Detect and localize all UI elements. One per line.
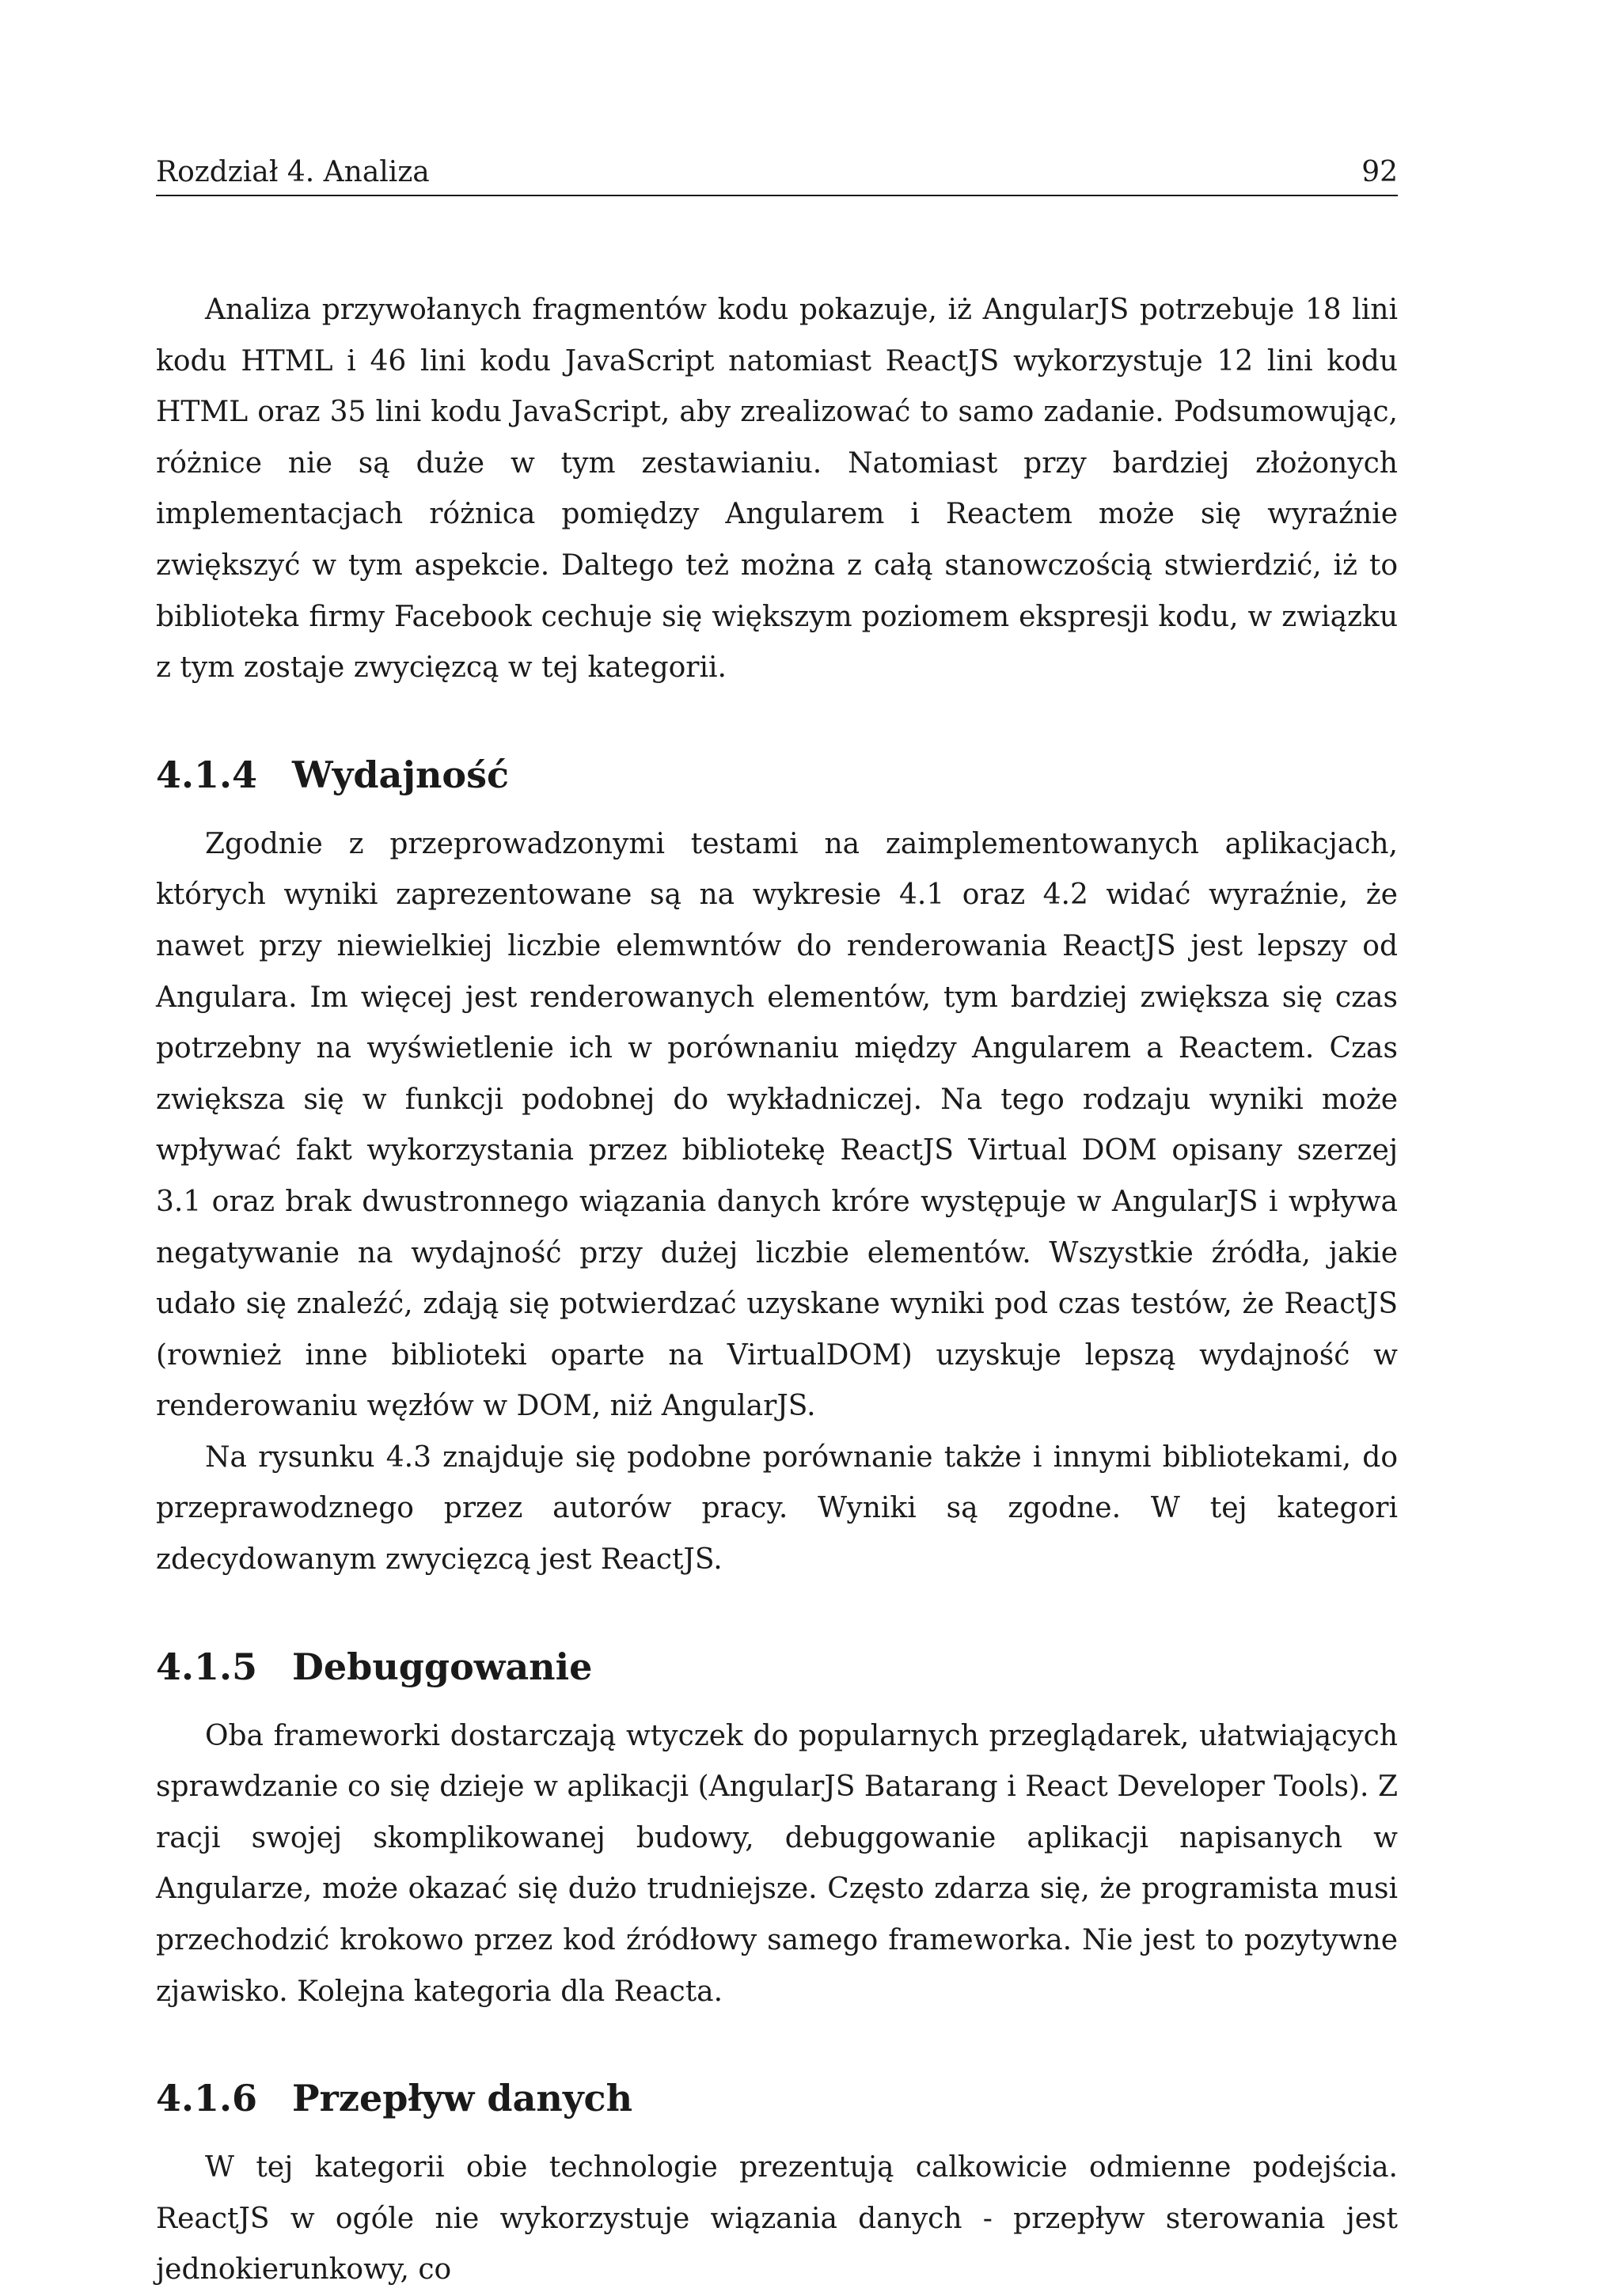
running-header xyxy=(156,152,1398,193)
section-title: Przepływ danych xyxy=(292,2077,633,2120)
section-title: Wydajność xyxy=(292,753,510,796)
intro-paragraph: Analiza przywołanych fragmentów kodu pokazuje, iż AngularJS potrzebuje 18 lini kodu HTML i 46 lini kodu JavaScript natomiast ReactJS wykorzystuje 12 lini kodu HTML oraz 35 lini kodu JavaScript, aby zrealizować to samo zadanie. Podsumowując, różnice nie są duże w tym zestawianiu. Natomiast przy bardziej złożonych implementacjach różnica pomiędzy Angularem i Reactem może się wyraźnie zwiększyć w tym aspekcie. Daltego też można z całą stanowczością stwierdzić, iż to biblioteka firmy Facebook cechuje się większym poziomem ekspresji kodu, w związku z tym zostaje zwycięzcą w tej kategorii. xyxy=(156,294,1398,685)
section-title: Debuggowanie xyxy=(292,1645,593,1688)
chapter-title: Rozdział 4. Analiza xyxy=(156,156,430,188)
page-number: 92 xyxy=(1361,156,1398,188)
section-heading-wydajnosc xyxy=(156,750,1398,800)
section-number: 4.1.6 xyxy=(156,2077,258,2120)
section-heading-przeplyw-danych xyxy=(156,2073,1398,2123)
paragraph: Na rysunku 4.3 znajduje się podobne porównanie także i innymi bibliotekami, do przeprawodznego przez autorów pracy. Wyniki są zgodne. W tej kategori zdecydowanym zwycięzcą jest ReactJS. xyxy=(156,1440,1398,1577)
header-rule xyxy=(156,195,1398,196)
paragraph: Oba frameworki dostarczają wtyczek do popularnych przeglądarek, ułatwiających sprawdzanie co się dzieje w aplikacji (AngularJS Batarang i React Developer Tools). Z racji swojej skomplikowanej budowy, debuggowanie aplikacji napisanych w Angularze, może okazać się dużo trudniejsze. Często zdarza się, że programista musi przechodzić krokowo przez kod źródłowy samego frameworka. Nie jest to pozytywne zjawisko. Kolejna kategoria dla Reacta. xyxy=(156,1719,1398,2008)
section-heading-debuggowanie xyxy=(156,1641,1398,1692)
paragraph: Zgodnie z przeprowadzonymi testami na zaimplementowanych aplikacjach, których wyniki zaprezentowane są na wykresie 4.1 oraz 4.2 widać wyraźnie, że nawet przy niewielkiej liczbie elemwntów do renderowania ReactJS jest lepszy od Angulara. Im więcej jest renderowanych elementów, tym bardziej zwiększa się czas potrzebny na wyświetlenie ich w porównaniu między Angularem a Reactem. Czas zwiększa się w funkcji podobnej do wykładniczej. Na tego rodzaju wyniki może wpływać fakt wykorzystania przez bibliotekę ReactJS Virtual DOM opisany szerzej 3.1 oraz brak dwustronnego wiązania danych króre występuje w AngularJS i wpływa negatywanie na wydajność przy dużej liczbie elementów. Wszystkie źródła, jakie udało się znaleźć, zdają się potwierdzać uzyskane wyniki pod czas testów, że ReactJS (rownież inne biblioteki oparte na VirtualDOM) uzyskuje lepszą wydajność w renderowaniu węzłów w DOM, niż AngularJS. xyxy=(156,827,1398,1423)
page-body xyxy=(156,285,1398,2296)
paragraph: W tej kategorii obie technologie prezentują calkowicie odmienne podejścia. ReactJS w ogóle nie wykorzystuje wiązania danych - przepływ sterowania jest jednokierunkowy, co xyxy=(156,2151,1398,2287)
section-number: 4.1.5 xyxy=(156,1645,258,1688)
section-number: 4.1.4 xyxy=(156,753,258,796)
